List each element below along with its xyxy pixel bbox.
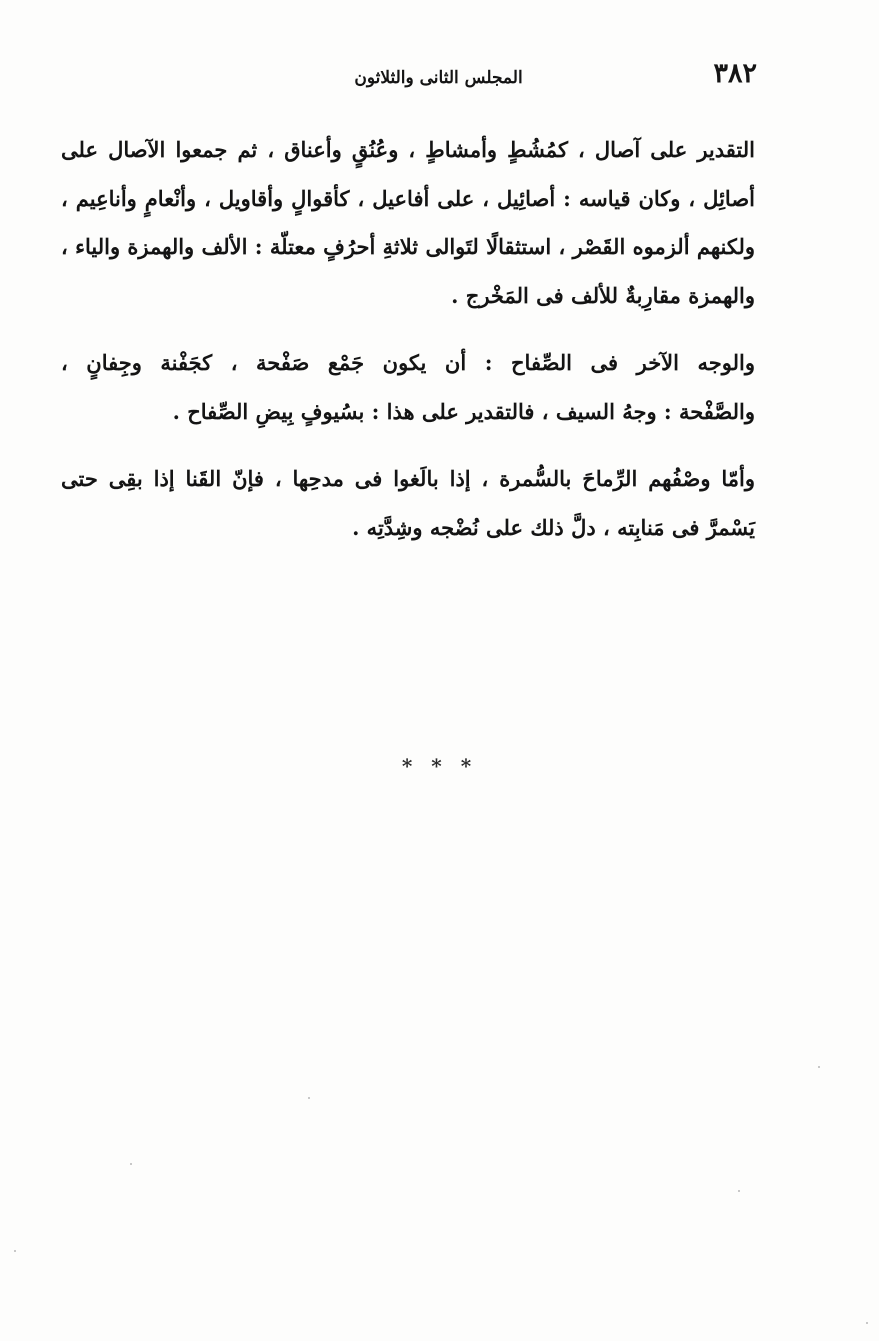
- text-line: يَسْمرَّ فى مَنابِته ، دلَّ ذلك على نُضْجه وشِدَّتِه .: [352, 514, 755, 540]
- scan-speck: [14, 1250, 16, 1252]
- text-line: ولكنهم ألزموه القَصْر ، استثقالًا لتَوالى ثلاثةِ أحرُفٍ معتلّة : الألف والهمزة والياء ،: [61, 234, 755, 259]
- text-line: والوجه الآخر فى الصِّفاح : أن يكون جَمْع صَفْحة ، كجَفْنة وجِفانٍ ،: [61, 350, 755, 375]
- text-line: والهمزة مقارِبةٌ للألف فى المَخْرج .: [451, 282, 755, 308]
- scan-speck: [818, 1066, 820, 1068]
- scan-speck: [130, 1163, 132, 1165]
- paragraph-1: [61, 126, 755, 320]
- text-line: التقدير على آصال ، كمُشُطٍ وأمشاطٍ ، وعُنُقٍ وأعناق ، ثم جمعوا الآصال على: [61, 137, 755, 162]
- page-header: [120, 58, 757, 98]
- page-number: ٣٨٢: [713, 58, 757, 89]
- text-line: والصَّفْحة : وجهُ السيف ، فالتقدير على هذا : بسُيوفٍ بِيضِ الصِّفاح .: [172, 398, 755, 424]
- text-line: أصائِل ، وكان قياسه : أصائِيل ، على أفاعيل ، كأقوالٍ وأقاويل ، وأنْعامٍ وأناعِيم ،: [61, 185, 755, 211]
- scan-speck: [308, 1097, 310, 1099]
- page-body: [61, 126, 755, 552]
- scan-speck: [738, 1190, 740, 1192]
- text-line: وأمّا وصْفُهم الرِّماحَ بالسُّمرة ، إذا بالَغوا فى مدحِها ، فإنّ القَنا إذا بقِى حتى: [61, 466, 755, 491]
- paragraph-2: [61, 339, 755, 436]
- running-title: المجلس الثانى والثلاثون: [354, 68, 523, 88]
- scan-speck: [866, 1322, 868, 1324]
- section-separator: * * *: [401, 754, 478, 778]
- paragraph-3: [61, 455, 755, 552]
